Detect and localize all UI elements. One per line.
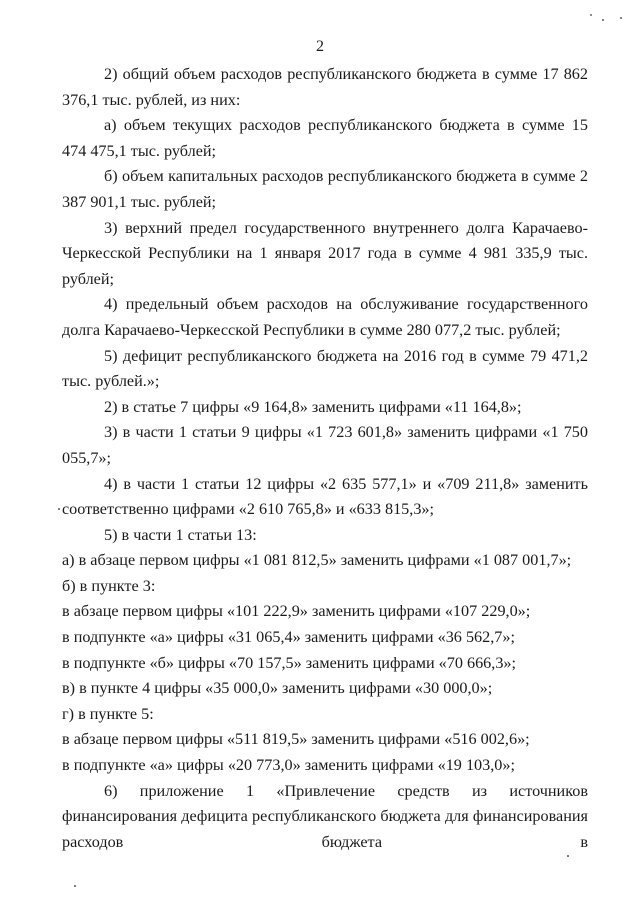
list-item: б) в пункте 3: xyxy=(62,576,156,595)
paragraph-article-12: 4) в части 1 статьи 12 цифры «2 635 577,1» и «709 211,8» заменить соответственно цифрами «2 610 765,8» и «633 815,3»; xyxy=(62,474,588,519)
paragraph-capital-expenses: б) объем капитальных расходов республиканского бюджета в сумме 2 387 901,1 тыс. рублей; xyxy=(62,167,588,211)
scan-speck xyxy=(58,508,60,510)
paragraph-total-expenses: 2) общий объем расходов республиканского бюджета в сумме 17 862 376,1 тыс. рублей, из них: xyxy=(62,65,588,109)
scan-speck xyxy=(567,855,569,857)
list-item: в подпункте «б» цифры «70 157,5» заменить цифрами «70 666,3»; xyxy=(62,653,517,672)
list-item: в подпункте «а» цифры «31 065,4» заменить цифрами «36 562,7»; xyxy=(62,628,515,647)
paragraph-appendix-1: 6) приложение 1 «Привлечение средств из источников финансирования дефицита республиканского бюджета для финансирования расходов бюджета в xyxy=(62,781,588,851)
list-item: в абзаце первом цифры «511 819,5» заменить цифрами «516 002,6»; xyxy=(62,730,530,749)
paragraph-article-13: 5) в части 1 статьи 13: xyxy=(104,525,257,544)
page-number: 2 xyxy=(316,38,324,55)
list-item: в) в пункте 4 цифры «35 000,0» заменить цифрами «30 000,0»; xyxy=(62,679,493,698)
list-item: в абзаце первом цифры «101 222,9» заменить цифрами «107 229,0»; xyxy=(62,602,531,621)
scan-speck xyxy=(74,885,76,887)
list-item: г) в пункте 5: xyxy=(62,704,154,723)
paragraph-article-9: 3) в части 1 статьи 9 цифры «1 723 601,8» заменить цифрами «1 750 055,7»; xyxy=(62,423,588,467)
scan-speck xyxy=(620,17,622,19)
list-item: а) в абзаце первом цифры «1 081 812,5» заменить цифрами «1 087 001,7»; xyxy=(62,551,572,570)
paragraph-current-expenses: а) объем текущих расходов республиканского бюджета в сумме 15 474 475,1 тыс. рублей; xyxy=(62,116,588,160)
list-item: в подпункте «а» цифры «20 773,0» заменить цифрами «19 103,0»; xyxy=(62,756,515,775)
paragraph-debt-limit: 3) верхний предел государственного внутреннего долга Карачаево-Черкесской Республики на 1 января 2017 года в сумме 4 981 335,9 тыс. рублей; xyxy=(62,218,588,288)
paragraph-deficit: 5) дефицит республиканского бюджета на 2016 год в сумме 79 471,2 тыс. рублей.»; xyxy=(62,346,588,391)
scan-speck xyxy=(590,14,592,16)
document-body xyxy=(62,62,588,855)
paragraph-article-7: 2) в статье 7 цифры «9 164,8» заменить цифрами «11 164,8»; xyxy=(104,397,522,416)
paragraph-debt-service: 4) предельный объем расходов на обслуживание государственного долга Карачаево-Черкесской Республики в сумме 280 077,2 тыс. рублей; xyxy=(62,295,588,339)
scan-speck xyxy=(602,19,604,21)
